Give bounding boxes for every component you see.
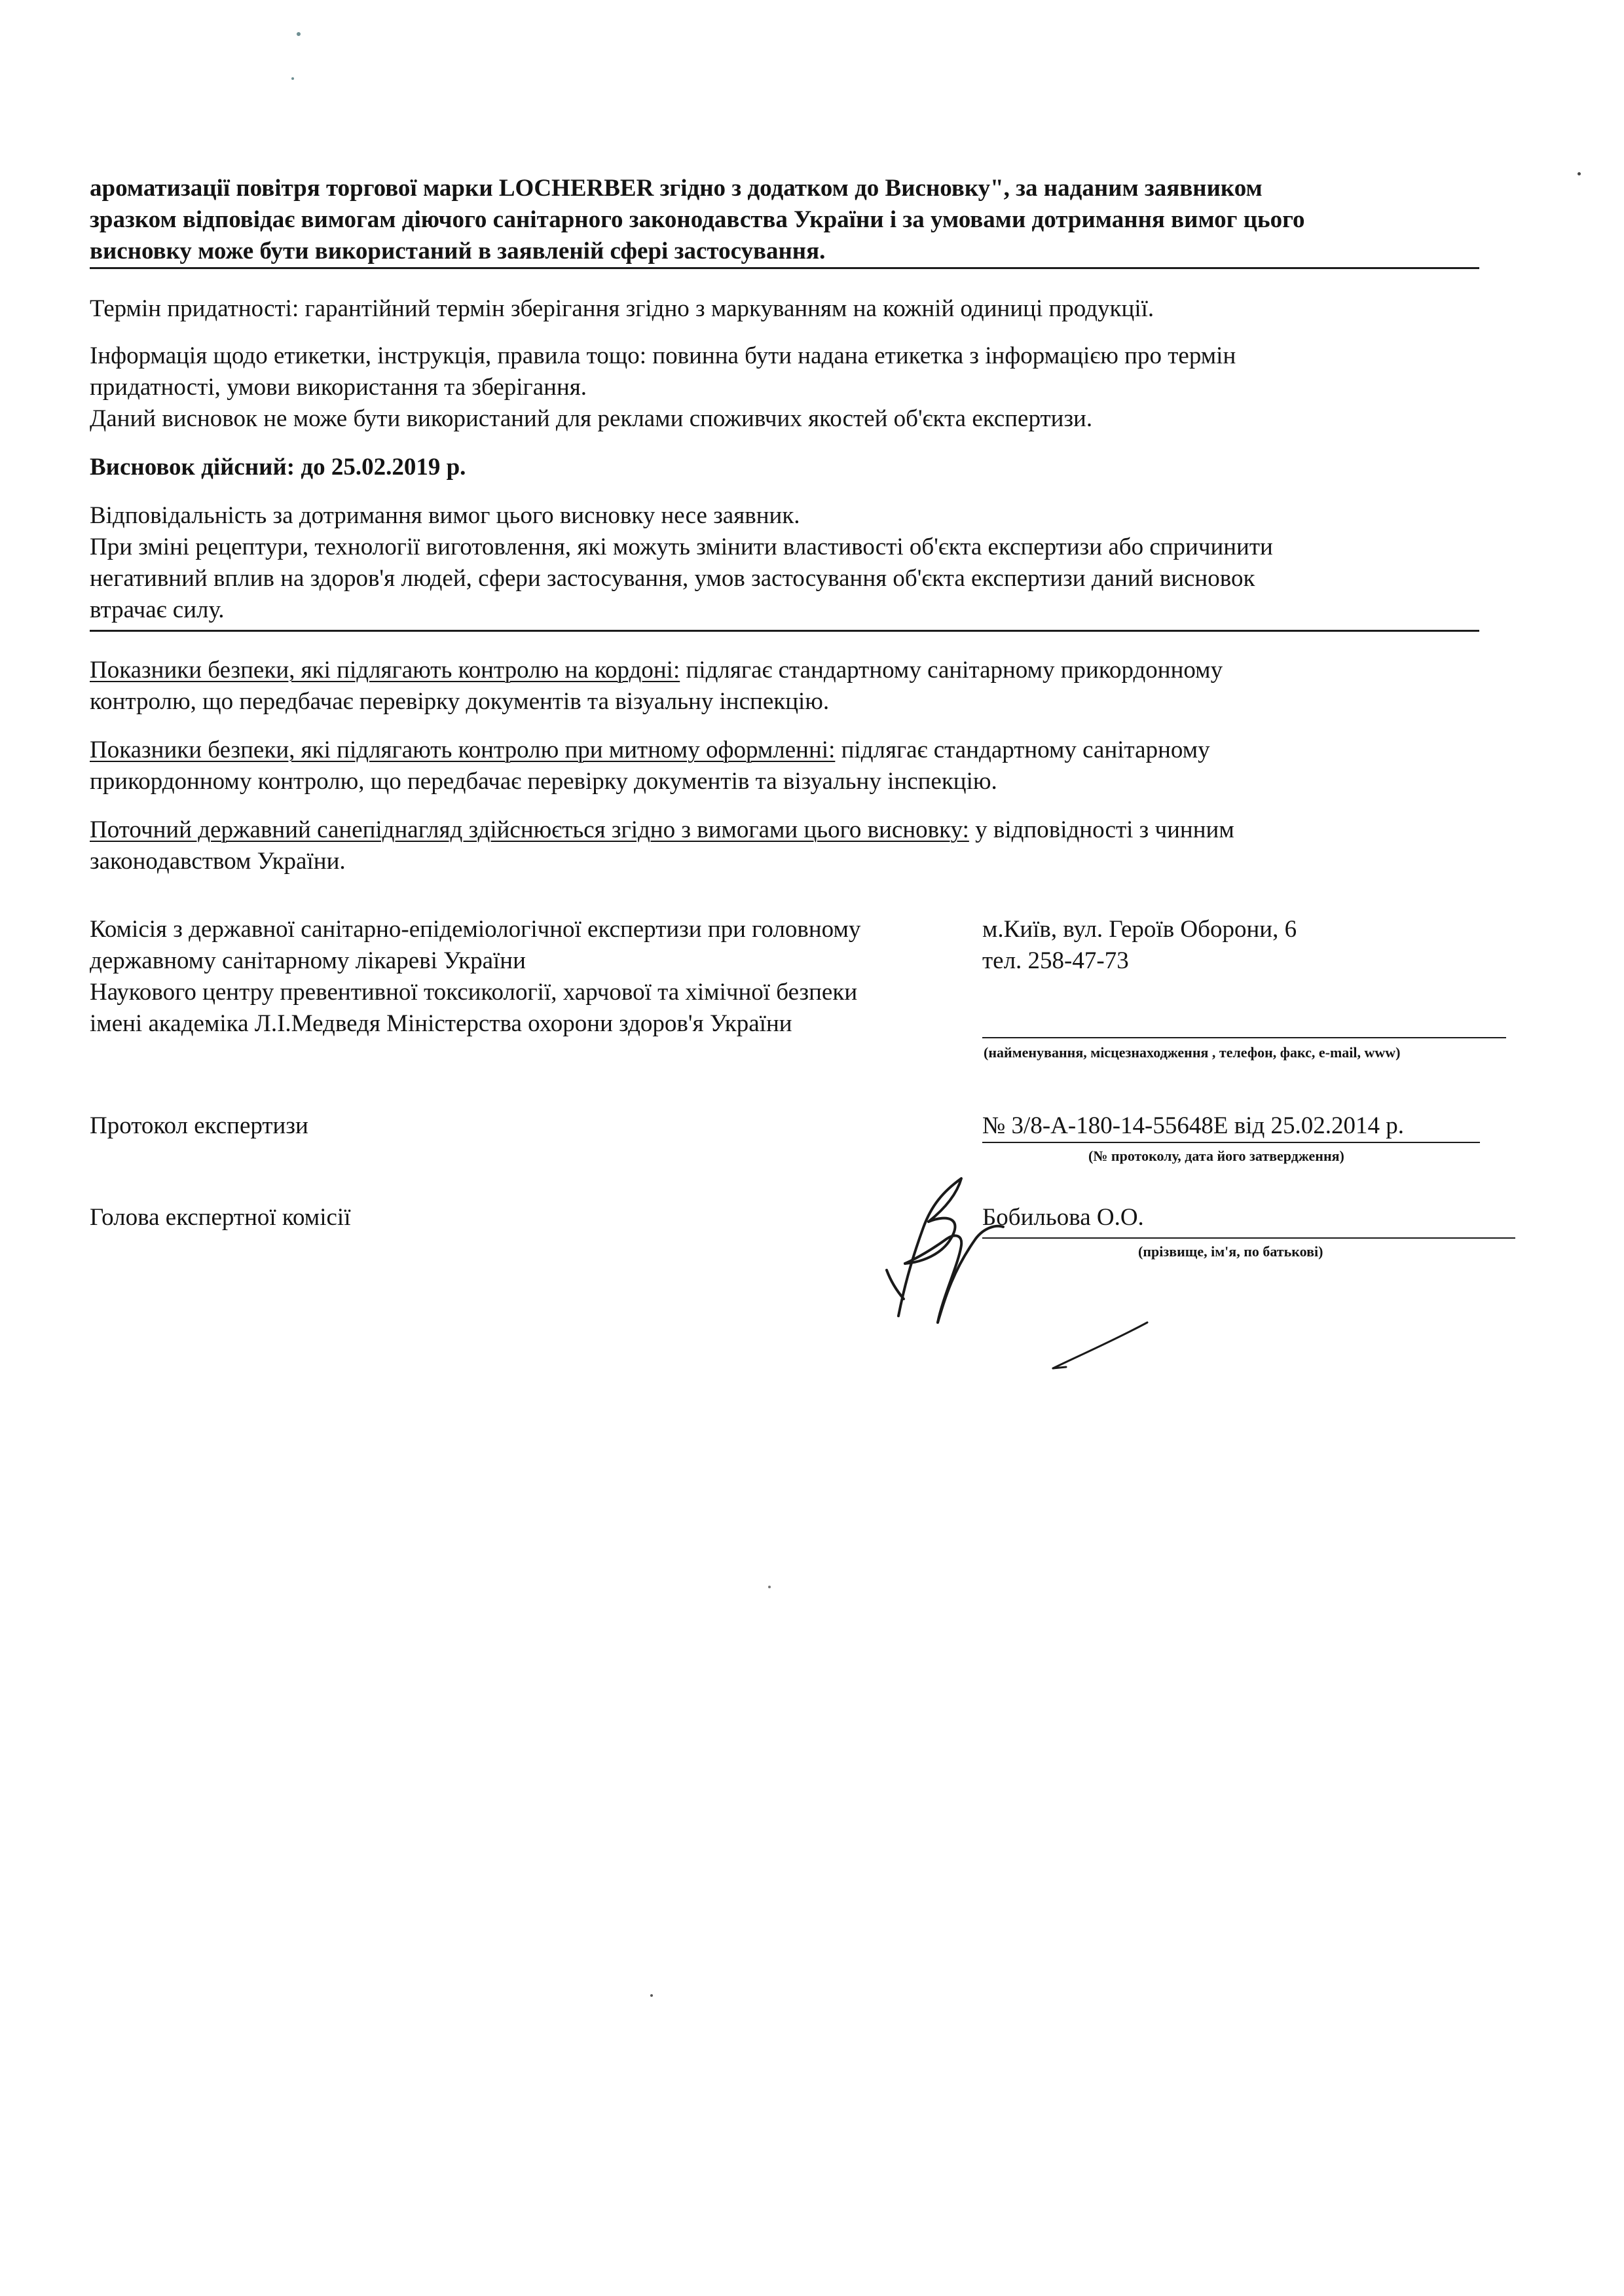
protocol-underline (982, 1142, 1480, 1143)
protocol-label: Протокол експертизи (90, 1112, 308, 1139)
signature-image (864, 1165, 1008, 1336)
commission-line-1: Комісія з державної санітарно-епідеміологічної експертизи при головному (90, 916, 861, 943)
supervision-line-2: законодавством України. (90, 848, 346, 875)
scan-speck (297, 32, 301, 36)
protocol-caption: (№ протоколу, дата його затвердження) (1088, 1148, 1344, 1164)
head-caption: (прізвище, ім'я, по батькові) (1138, 1243, 1323, 1260)
scan-speck (768, 1586, 771, 1588)
commission-line-3: Наукового центру превентивної токсикології, харчової та хімічної безпеки (90, 979, 858, 1006)
head-label: Голова експертної комісії (90, 1204, 351, 1231)
label-info-line-3: Даний висновок не може бути використаний для реклами споживчих якостей об'єкта експертизи. (90, 405, 1093, 432)
responsibility-line-2: При зміні рецептури, технології виготовлення, які можуть змінити властивості об'єкта експертизи або спричинити (90, 534, 1273, 560)
commission-line-2: державному санітарному лікареві України (90, 947, 526, 974)
address-line-1: м.Київ, вул. Героїв Оборони, 6 (982, 916, 1297, 943)
address-caption: (найменування, місцезнаходження , телефон, факс, e-mail, www) (984, 1044, 1401, 1061)
supervision-label: Поточний державний санепіднагляд здійснюється згідно з вимогами цього висновку: (90, 816, 969, 843)
commission-line-4: імені академіка Л.І.Медведя Міністерства охорони здоров'я України (90, 1010, 792, 1037)
validity-text: Висновок дійсний: до 25.02.2019 р. (90, 454, 466, 481)
responsibility-line-1: Відповідальність за дотримання вимог цього висновку несе заявник. (90, 502, 800, 529)
supervision-line-1 (90, 814, 1234, 846)
section-divider (90, 267, 1479, 269)
intro-line-2: зразком відповідає вимогам діючого санітарного законодавства України і за умовами дотримання вимог цього (90, 206, 1305, 233)
scan-speck (1578, 172, 1581, 175)
pen-stroke-mark (1048, 1316, 1153, 1375)
customs-control-label: Показники безпеки, які підлягають контролю при митному оформленні: (90, 737, 836, 763)
section-divider (90, 630, 1479, 632)
address-underline (982, 1037, 1506, 1038)
border-control-line-2: контролю, що передбачає перевірку документів та візуальну інспекцію. (90, 688, 830, 715)
head-underline (982, 1237, 1515, 1239)
label-info-line-1: Інформація щодо етикетки, інструкція, правила тощо: повинна бути надана етикетка з інформацією про термін (90, 342, 1236, 369)
shelf-life-text: Термін придатності: гарантійний термін зберігання згідно з маркуванням на кожній одиниці продукції. (90, 295, 1154, 322)
responsibility-line-4: втрачає силу. (90, 596, 225, 623)
responsibility-line-3: негативний вплив на здоров'я людей, сфери застосування, умов застосування об'єкта експертизи даний висновок (90, 565, 1255, 592)
customs-control-text: підлягає стандартному санітарному (835, 737, 1210, 763)
label-info-line-2: придатності, умови використання та зберігання. (90, 374, 587, 401)
customs-control-line-1 (90, 735, 1210, 766)
head-name: Бобильова О.О. (982, 1204, 1144, 1231)
intro-line-3: висновку може бути використаний в заявленій сфері застосування. (90, 238, 826, 264)
customs-control-line-2: прикордонному контролю, що передбачає перевірку документів та візуальну інспекцію. (90, 768, 997, 795)
supervision-text: у відповідності з чинним (969, 816, 1234, 843)
address-phone: тел. 258-47-73 (982, 947, 1129, 974)
intro-line-1: ароматизації повітря торгової марки LOCHERBER згідно з додатком до Висновку", за наданим заявником (90, 175, 1263, 202)
border-control-line-1 (90, 655, 1223, 686)
border-control-label: Показники безпеки, які підлягають контролю на кордоні: (90, 657, 680, 683)
scan-speck (291, 77, 294, 80)
border-control-text: підлягає стандартному санітарному прикордонному (680, 657, 1223, 683)
protocol-number: № 3/8-А-180-14-55648Е від 25.02.2014 р. (982, 1112, 1405, 1139)
scan-speck (650, 1994, 653, 1997)
